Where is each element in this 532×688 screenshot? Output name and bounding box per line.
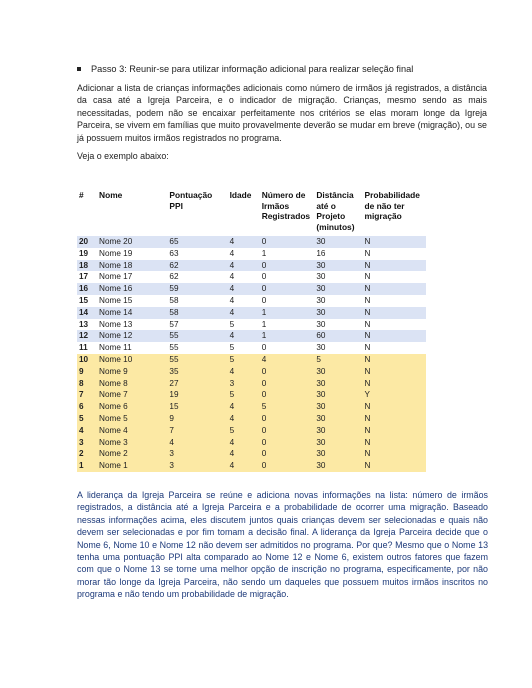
cell-rank: 5 (77, 413, 97, 425)
cell-siblings: 0 (260, 448, 315, 460)
cell-rank: 14 (77, 307, 97, 319)
cell-siblings: 0 (260, 295, 315, 307)
cell-siblings: 0 (260, 260, 315, 272)
cell-ppi: 4 (167, 437, 227, 449)
header-distance: Distância até o Projeto (minutos) (316, 190, 355, 232)
table-row (77, 437, 426, 449)
cell-ppi: 7 (167, 425, 227, 437)
cell-siblings: 0 (260, 378, 315, 390)
cell-age: 4 (228, 460, 260, 472)
cell-ppi: 55 (167, 354, 227, 366)
cell-distance: 30 (314, 260, 362, 272)
header-siblings: Número de Irmãos Registrados (261, 190, 311, 222)
cell-age: 4 (228, 413, 260, 425)
cell-ppi: 35 (167, 366, 227, 378)
cell-rank: 4 (77, 425, 97, 437)
table-row (77, 460, 426, 472)
cell-migration: N (363, 307, 426, 319)
cell-rank: 19 (77, 248, 97, 260)
cell-age: 4 (228, 236, 260, 248)
header-ppi: Pontuação PPI (169, 190, 213, 211)
cell-rank: 18 (77, 260, 97, 272)
cell-distance: 30 (314, 448, 362, 460)
cell-age: 3 (228, 378, 260, 390)
cell-name: Nome 12 (97, 330, 167, 342)
table-row (77, 319, 426, 331)
cell-age: 4 (228, 366, 260, 378)
intro-paragraph: Adicionar a lista de crianças informações adicionais como número de irmãos já registrados, a distância da casa até a Igreja Parceira, e o indicador de migração. Crianças, mesmo sendo as mais necessitadas, podem não se encaixar perfeitamente nos critérios se elas moram longe da Igreja Parceira, se vivem em famílias que muito provavelmente deverão se mudar em breve (migração), ou se já possuem muitos irmãos registrados no programa. (77, 83, 487, 143)
cell-name: Nome 9 (97, 366, 167, 378)
cell-distance: 30 (314, 389, 362, 401)
cell-age: 5 (228, 354, 260, 366)
cell-distance: 30 (314, 437, 362, 449)
cell-distance: 30 (314, 425, 362, 437)
cell-name: Nome 17 (97, 271, 167, 283)
table-row (77, 366, 426, 378)
cell-ppi: 3 (167, 460, 227, 472)
table-row (77, 425, 426, 437)
cell-age: 5 (228, 389, 260, 401)
cell-rank: 9 (77, 366, 97, 378)
cell-migration: N (363, 319, 426, 331)
cell-siblings: 5 (260, 401, 315, 413)
cell-rank: 15 (77, 295, 97, 307)
cell-siblings: 1 (260, 307, 315, 319)
cell-rank: 8 (77, 378, 97, 390)
cell-rank: 6 (77, 401, 97, 413)
cell-siblings: 0 (260, 413, 315, 425)
cell-siblings: 1 (260, 330, 315, 342)
cell-rank: 2 (77, 448, 97, 460)
cell-age: 4 (228, 448, 260, 460)
header-name: Nome (99, 190, 123, 200)
cell-name: Nome 14 (97, 307, 167, 319)
table-row (77, 295, 426, 307)
cell-distance: 30 (314, 342, 362, 354)
cell-migration: N (363, 448, 426, 460)
cell-ppi: 9 (167, 413, 227, 425)
header-age: Idade (229, 190, 252, 200)
cell-age: 5 (228, 342, 260, 354)
cell-age: 5 (228, 425, 260, 437)
cell-siblings: 0 (260, 283, 315, 295)
cell-migration: N (363, 330, 426, 342)
cell-migration: N (363, 413, 426, 425)
cell-migration: N (363, 437, 426, 449)
cell-age: 4 (228, 330, 260, 342)
cell-rank: 7 (77, 389, 97, 401)
cell-migration: N (363, 260, 426, 272)
cell-name: Nome 10 (97, 354, 167, 366)
cell-migration: N (363, 425, 426, 437)
table-row (77, 248, 426, 260)
bullet-icon (77, 67, 81, 71)
cell-name: Nome 3 (97, 437, 167, 449)
cell-migration: N (363, 271, 426, 283)
cell-ppi: 57 (167, 319, 227, 331)
cell-siblings: 0 (260, 271, 315, 283)
cell-name: Nome 7 (97, 389, 167, 401)
cell-migration: N (363, 354, 426, 366)
cell-distance: 30 (314, 236, 362, 248)
cell-age: 4 (228, 271, 260, 283)
cell-migration: N (363, 378, 426, 390)
cell-name: Nome 19 (97, 248, 167, 260)
cell-migration: N (363, 248, 426, 260)
table-body (77, 236, 426, 472)
table-header-row (77, 190, 426, 236)
table-row (77, 283, 426, 295)
cell-rank: 17 (77, 271, 97, 283)
table-row (77, 260, 426, 272)
cell-name: Nome 2 (97, 448, 167, 460)
table-row (77, 330, 426, 342)
cell-rank: 13 (77, 319, 97, 331)
cell-migration: N (363, 342, 426, 354)
table-row (77, 342, 426, 354)
cell-rank: 12 (77, 330, 97, 342)
cell-age: 4 (228, 248, 260, 260)
cell-distance: 30 (314, 319, 362, 331)
cell-distance: 5 (314, 354, 362, 366)
cell-rank: 3 (77, 437, 97, 449)
cell-siblings: 4 (260, 354, 315, 366)
step-item (77, 64, 413, 74)
cell-siblings: 1 (260, 319, 315, 331)
cell-name: Nome 15 (97, 295, 167, 307)
cell-migration: N (363, 236, 426, 248)
cell-name: Nome 5 (97, 413, 167, 425)
cell-name: Nome 4 (97, 425, 167, 437)
cell-name: Nome 8 (97, 378, 167, 390)
table-row (77, 354, 426, 366)
table-row (77, 236, 426, 248)
table-row (77, 389, 426, 401)
cell-migration: N (363, 401, 426, 413)
cell-siblings: 0 (260, 366, 315, 378)
cell-migration: N (363, 460, 426, 472)
table-row (77, 448, 426, 460)
cell-distance: 30 (314, 307, 362, 319)
cell-siblings: 0 (260, 342, 315, 354)
cell-ppi: 3 (167, 448, 227, 460)
cell-name: Nome 18 (97, 260, 167, 272)
cell-distance: 30 (314, 283, 362, 295)
cell-ppi: 55 (167, 342, 227, 354)
cell-age: 5 (228, 319, 260, 331)
cell-distance: 30 (314, 460, 362, 472)
cell-distance: 30 (314, 295, 362, 307)
cell-siblings: 0 (260, 425, 315, 437)
cell-ppi: 65 (167, 236, 227, 248)
cell-siblings: 0 (260, 389, 315, 401)
cell-distance: 60 (314, 330, 362, 342)
cell-migration: N (363, 366, 426, 378)
cell-rank: 16 (77, 283, 97, 295)
cell-age: 4 (228, 307, 260, 319)
step-text: Passo 3: Reunir-se para utilizar informação adicional para realizar seleção final (91, 64, 414, 74)
cell-age: 4 (228, 260, 260, 272)
example-label: Veja o exemplo abaixo: (77, 151, 169, 161)
header-rank: # (79, 190, 84, 200)
cell-rank: 10 (77, 354, 97, 366)
cell-ppi: 63 (167, 248, 227, 260)
header-migration: Probabilidade de não ter migração (364, 190, 420, 222)
table-row (77, 401, 426, 413)
cell-rank: 11 (77, 342, 97, 354)
cell-age: 4 (228, 295, 260, 307)
table-row (77, 378, 426, 390)
cell-distance: 30 (314, 401, 362, 413)
cell-ppi: 59 (167, 283, 227, 295)
cell-age: 4 (228, 401, 260, 413)
cell-ppi: 19 (167, 389, 227, 401)
cell-rank: 20 (77, 236, 97, 248)
cell-name: Nome 6 (97, 401, 167, 413)
cell-age: 4 (228, 437, 260, 449)
cell-rank: 1 (77, 460, 97, 472)
cell-siblings: 0 (260, 236, 315, 248)
cell-distance: 30 (314, 271, 362, 283)
cell-siblings: 0 (260, 437, 315, 449)
cell-name: Nome 1 (97, 460, 167, 472)
cell-distance: 30 (314, 366, 362, 378)
cell-distance: 16 (314, 248, 362, 260)
table-row (77, 271, 426, 283)
cell-ppi: 62 (167, 260, 227, 272)
cell-ppi: 55 (167, 330, 227, 342)
cell-siblings: 1 (260, 248, 315, 260)
cell-migration: N (363, 283, 426, 295)
cell-migration: N (363, 295, 426, 307)
cell-age: 4 (228, 283, 260, 295)
cell-name: Nome 16 (97, 283, 167, 295)
cell-ppi: 27 (167, 378, 227, 390)
table-row (77, 413, 426, 425)
cell-name: Nome 20 (97, 236, 167, 248)
cell-distance: 30 (314, 413, 362, 425)
conclusion-paragraph: A liderança da Igreja Parceira se reúne e adiciona novas informações na lista: número de irmãos registrados, a distância até a Igreja Parceira e a probabilidade de ocorrer uma migração. Baseado nessas informações acima, eles discutem juntos quais crianças devem ser selecionadas e quais não devem ser selecionadas e por fim tomam a decisão final. A liderança da Igreja Parceira decide que o Nome 6, Nome 10 e Nome 12 não devem ser admitidos no programa. Por que? Mesmo que o Nome 13 tenha uma pontuação PPI alta comparado ao Nome 12 e Nome 6, existem outros fatores que fazem com que o Nome 13 se torne uma melhor opção de inscrição no programa, especificamente, por não morar tão longe da Igreja Parceira, não sendo um daqueles que possuem muitos irmãos inscritos no programa e não tendo um probabilidade de migração. (77, 490, 488, 600)
cell-ppi: 62 (167, 271, 227, 283)
cell-name: Nome 13 (97, 319, 167, 331)
children-table (77, 190, 426, 472)
cell-ppi: 58 (167, 295, 227, 307)
table-row (77, 307, 426, 319)
cell-ppi: 58 (167, 307, 227, 319)
cell-migration: Y (363, 389, 426, 401)
cell-distance: 30 (314, 378, 362, 390)
cell-ppi: 15 (167, 401, 227, 413)
cell-name: Nome 11 (97, 342, 167, 354)
cell-siblings: 0 (260, 460, 315, 472)
